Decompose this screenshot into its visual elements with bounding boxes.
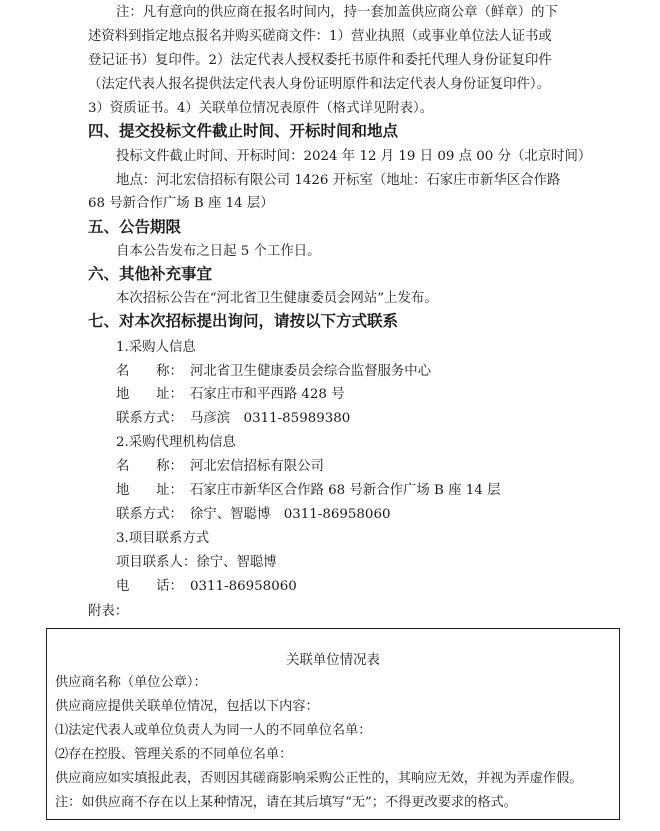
purchaser-contact-row	[116, 409, 350, 429]
agency-contact-label: 联系方式：	[116, 507, 183, 522]
table-title: 关联单位情况表	[286, 653, 380, 668]
agency-address: 石家庄市新华区合作路 68 号新合作广场 B 座 14 层	[190, 483, 501, 498]
purchaser-name: 河北省卫生健康委员会综合监督服务中心	[190, 364, 432, 379]
place-line-1: 地点：河北宏信招标有限公司 1426 开标室（地址：石家庄市新华区合作路	[116, 173, 561, 188]
table-line-5: 供应商应如实填报此表，否则因其磋商影响采购公正性的，其响应无效，并视为弄虚作假。	[55, 771, 583, 786]
note-line-5: 3）资质证书。4）关联单位情况表原件（格式详见附表）。	[88, 101, 434, 116]
agency-address-label: 地 址：	[116, 483, 183, 498]
note-line-4: （法定代表人报名提供法定代表人身份证明原件和法定代表人身份证复印件）。	[88, 77, 550, 92]
purchaser-address-row	[116, 385, 345, 405]
supplement-text: 本次招标公告在“河北省卫生健康委员会网站”上发布。	[116, 291, 438, 306]
purchaser-address: 石家庄市和平西路 428 号	[190, 387, 345, 402]
appendix-label: 附表：	[88, 604, 129, 619]
purchaser-contact-label: 联系方式：	[116, 411, 183, 426]
note-line-2: 述资料到指定地点报名并购买磋商文件：1）营业执照（或事业单位法人证书或	[88, 29, 552, 44]
agency-name: 河北宏信招标有限公司	[190, 459, 324, 474]
agency-contact-row	[116, 505, 391, 525]
purchaser-name-label: 名 称：	[116, 364, 183, 379]
agency-contact: 徐宁、智聪博 0311-86958060	[190, 507, 391, 522]
note-line-3: 登记证书）复印件。2）法定代表人授权委托书原件和委托代理人身份证复印件	[88, 53, 552, 68]
section-7-heading: 七、对本次招标提出询问，请按以下方式联系	[88, 312, 399, 330]
section-4-heading: 四、提交投标文件截止时间、开标时间和地点	[88, 122, 399, 140]
agency-address-row	[116, 481, 501, 501]
table-line-6: 注：如供应商不存在以上某种情况，请在其后填写“无”；不得更改要求的格式。	[55, 795, 517, 810]
agency-name-label: 名 称：	[116, 459, 183, 474]
notice-period-text: 自本公告发布之日起 5 个工作日。	[116, 244, 321, 259]
note-line-1: 注：凡有意向的供应商在报名时间内，持一套加盖供应商公章（鲜章）的下	[116, 5, 558, 20]
table-line-2: 供应商应提供关联单位情况，包括以下内容：	[55, 699, 319, 714]
project-phone-row	[116, 577, 297, 597]
table-line-4: ⑵存在控股、管理关系的不同单位名单：	[55, 747, 293, 762]
purchaser-title: 1.采购人信息	[116, 340, 196, 355]
project-person: 徐宁、智聪博	[196, 555, 277, 570]
project-person-row	[116, 553, 277, 573]
place-line-2: 68 号新合作广场 B 座 14 层）	[88, 196, 274, 211]
purchaser-contact: 马彦滨 0311-85989380	[190, 411, 351, 426]
deadline-text: 投标文件截止时间、开标时间：2024 年 12 月 19 日 09 点 00 分（北京时间）	[116, 149, 592, 164]
project-phone-label: 电 话：	[116, 579, 183, 594]
purchaser-address-label: 地 址：	[116, 387, 183, 402]
project-person-label: 项目联系人：	[116, 555, 197, 570]
section-6-heading: 六、其他补充事宜	[88, 265, 213, 283]
project-contact-title: 3.项目联系方式	[116, 531, 210, 546]
related-units-table	[46, 628, 620, 820]
purchaser-name-row	[116, 362, 431, 382]
agency-name-row	[116, 457, 324, 477]
agency-title: 2.采购代理机构信息	[116, 435, 236, 450]
project-phone: 0311-86958060	[190, 579, 297, 594]
table-line-3: ⑴法定代表人或单位负责人为同一人的不同单位名单：	[55, 723, 372, 738]
section-5-heading: 五、公告期限	[88, 218, 182, 236]
table-line-1: 供应商名称（单位公章）：	[55, 675, 207, 690]
